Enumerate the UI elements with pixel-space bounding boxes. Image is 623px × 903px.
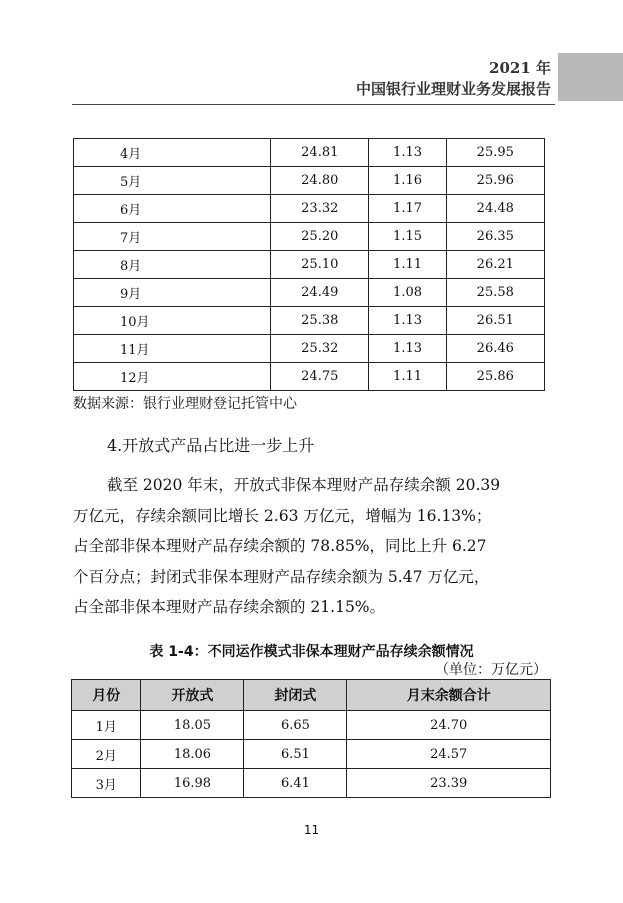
table-row	[74, 307, 545, 335]
cell-month: 8月	[74, 251, 271, 279]
column-header-closed: 封闭式	[244, 680, 347, 711]
table-row	[72, 711, 551, 740]
column-header-total: 月末余额合计	[347, 680, 551, 711]
cell-closed: 6.51	[244, 740, 347, 769]
table-row	[74, 223, 545, 251]
table-row	[74, 167, 545, 195]
cell-month: 7月	[74, 223, 271, 251]
cell-total: 25.58	[446, 279, 544, 307]
cell-closed: 1.16	[369, 167, 446, 195]
cell-open: 25.20	[271, 223, 369, 251]
section-heading: 4.开放式产品占比进一步上升	[107, 436, 315, 455]
table-row	[74, 363, 545, 391]
cell-closed: 1.08	[369, 279, 446, 307]
table-unit-note: （单位：万亿元）	[435, 662, 547, 678]
header-year: 2021 年	[489, 59, 551, 77]
paragraph-line: 占全部非保本理财产品存续余额的 78.85%，同比上升 6.27	[73, 537, 487, 555]
cell-closed: 1.15	[369, 223, 446, 251]
monthly-balance-table-continued	[73, 138, 545, 391]
cell-month: 9月	[74, 279, 271, 307]
cell-total: 26.46	[446, 335, 544, 363]
operation-mode-balance-table	[71, 679, 551, 798]
cell-total: 26.51	[446, 307, 544, 335]
header-tab-block	[558, 53, 623, 101]
cell-month: 4月	[74, 139, 271, 167]
cell-open: 25.32	[271, 335, 369, 363]
cell-month: 3月	[72, 769, 141, 798]
cell-total: 23.39	[347, 769, 551, 798]
table-row	[74, 279, 545, 307]
cell-total: 26.35	[446, 223, 544, 251]
table-row	[74, 139, 545, 167]
cell-total: 25.95	[446, 139, 544, 167]
page-number: 11	[303, 823, 320, 837]
header-title: 中国银行业理财业务发展报告	[355, 80, 551, 98]
table-row	[72, 740, 551, 769]
cell-closed: 6.65	[244, 711, 347, 740]
cell-open: 25.38	[271, 307, 369, 335]
cell-open: 18.06	[141, 740, 244, 769]
cell-open: 16.98	[141, 769, 244, 798]
cell-month: 1月	[72, 711, 141, 740]
cell-closed: 1.13	[369, 139, 446, 167]
cell-open: 18.05	[141, 711, 244, 740]
table-row	[74, 335, 545, 363]
paragraph-line: 截至 2020 年末，开放式非保本理财产品存续余额 20.39	[107, 476, 501, 494]
cell-closed: 1.13	[369, 307, 446, 335]
cell-total: 25.86	[446, 363, 544, 391]
cell-open: 23.32	[271, 195, 369, 223]
column-header-month: 月份	[72, 680, 141, 711]
cell-total: 24.57	[347, 740, 551, 769]
cell-closed: 1.11	[369, 363, 446, 391]
table-row	[74, 195, 545, 223]
cell-open: 24.75	[271, 363, 369, 391]
running-header	[356, 58, 551, 99]
cell-closed: 1.17	[369, 195, 446, 223]
table-row	[74, 251, 545, 279]
body-paragraph	[73, 470, 555, 623]
cell-total: 26.21	[446, 251, 544, 279]
cell-month: 6月	[74, 195, 271, 223]
cell-closed: 6.41	[244, 769, 347, 798]
cell-open: 24.49	[271, 279, 369, 307]
cell-closed: 1.11	[369, 251, 446, 279]
cell-month: 12月	[74, 363, 271, 391]
paragraph-line: 个百分点；封闭式非保本理财产品存续余额为 5.47 万亿元，	[73, 567, 490, 586]
cell-total: 24.70	[347, 711, 551, 740]
table-header-row	[72, 680, 551, 711]
cell-closed: 1.13	[369, 335, 446, 363]
table-row	[72, 769, 551, 798]
header-divider	[72, 104, 555, 105]
cell-open: 24.80	[271, 167, 369, 195]
cell-total: 24.48	[446, 195, 544, 223]
cell-open: 24.81	[271, 139, 369, 167]
cell-open: 25.10	[271, 251, 369, 279]
cell-month: 5月	[74, 167, 271, 195]
column-header-open: 开放式	[141, 680, 244, 711]
cell-total: 25.96	[446, 167, 544, 195]
data-source-note: 数据来源：银行业理财登记托管中心	[73, 396, 297, 412]
table-caption: 表 1-4：不同运作模式非保本理财产品存续余额情况	[149, 644, 474, 660]
cell-month: 2月	[72, 740, 141, 769]
paragraph-line: 万亿元，存续余额同比增长 2.63 万亿元，增幅为 16.13%；	[73, 506, 492, 525]
paragraph-line: 占全部非保本理财产品存续余额的 21.15%。	[73, 598, 386, 616]
cell-month: 11月	[74, 335, 271, 363]
cell-month: 10月	[74, 307, 271, 335]
